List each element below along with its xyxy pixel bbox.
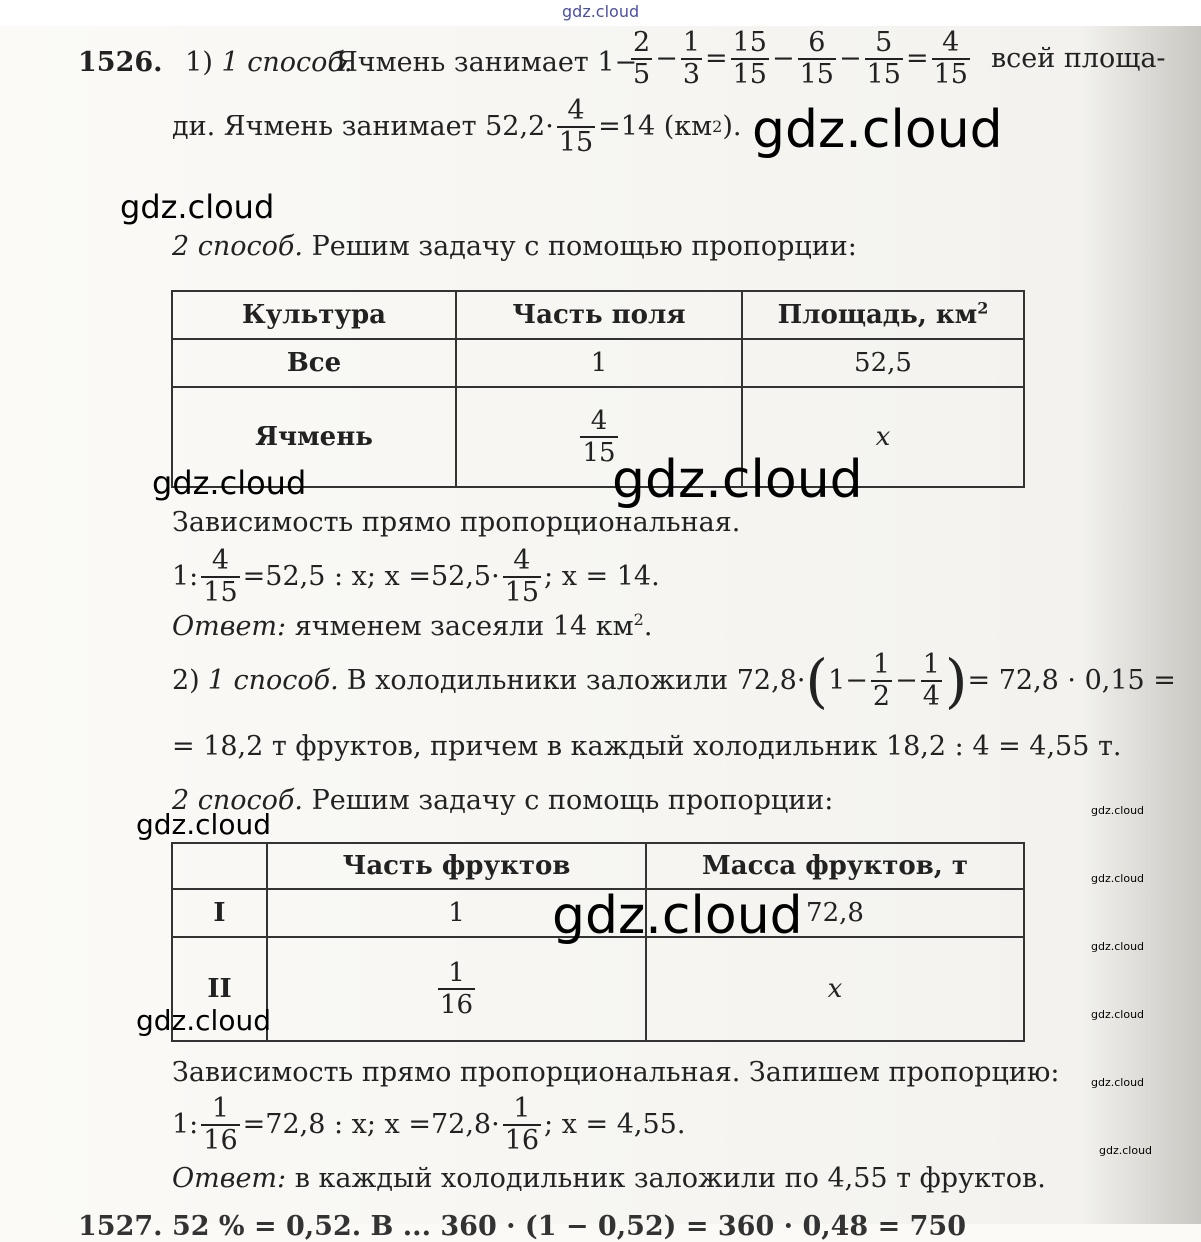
fraction: $\frac{4}{15}$: [558, 95, 594, 158]
method-title: 1 способ.: [221, 47, 353, 78]
fraction: $\frac{1}{4}$: [922, 649, 940, 712]
line-2: ди. Ячмень занимает 52,2· $\frac{4}{15}$ =14 (км 2 ).: [172, 95, 742, 158]
method-2-line: [172, 232, 857, 262]
text-fragment: ди. Ячмень занимает 52,2·: [172, 111, 554, 142]
fraction: $\frac{6}{15}$: [799, 27, 834, 90]
line-1: [78, 48, 352, 78]
table-cell: 52,5: [742, 339, 1024, 387]
table-header-cell: Культура: [172, 291, 456, 339]
superscript: 2: [633, 610, 644, 629]
part-label: 2): [172, 665, 200, 696]
table-header-cell: Масса фруктов, т: [646, 843, 1024, 889]
table-header-cell: Часть фруктов: [267, 843, 646, 889]
text-fragment: =14 (км: [598, 111, 713, 142]
text-fragment: .: [643, 611, 653, 642]
watermark[interactable]: gdz.cloud: [552, 886, 803, 946]
fraction: $\frac{4}{15}$: [933, 27, 968, 90]
text-fragment: ).: [722, 111, 742, 142]
table-cell: $\frac{4}{15}$: [456, 387, 742, 487]
watermark-small[interactable]: gdz.cloud: [1091, 804, 1145, 817]
watermark[interactable]: gdz.cloud: [136, 1004, 271, 1037]
table-cell: $\frac{1}{16}$: [267, 937, 646, 1041]
table-header-row: [172, 291, 1024, 339]
watermark[interactable]: gdz.cloud: [120, 188, 275, 226]
text-fragment: −: [895, 665, 918, 696]
fraction: $\frac{1}{2}$: [872, 649, 891, 712]
next-problem-cut: 1527. 52 % = 0,52. В ... 360 · (1 − 0,52) = 360 · 0,48 = 750: [78, 1211, 966, 1242]
text-fragment: 1:: [172, 1109, 199, 1140]
table-cell: II: [172, 937, 267, 1041]
text-fragment: ячменем засеяли 14 км: [294, 611, 634, 642]
fraction: $\frac{4}{15}$: [504, 545, 540, 608]
fraction-chain: $\frac{2}{5}$ − $\frac{1}{3}$ = $\frac{15}{15}$ − $\frac{6}{15}$ − $\frac{5}{15}$ = $\frac{4}{15}$ всей площа-: [633, 27, 1166, 90]
method-title: 1 способ.: [207, 665, 339, 696]
fraction: $\frac{5}{15}$: [866, 27, 901, 90]
part-2-line-1: [172, 647, 1176, 715]
table-cell: 1: [456, 339, 742, 387]
watermark-small[interactable]: gdz.cloud: [1091, 872, 1145, 885]
table-cell: 72,8: [646, 889, 1024, 937]
table-cell: x: [742, 387, 1024, 487]
table-header-row: [172, 843, 1024, 889]
method-title: 2 способ.: [172, 785, 303, 816]
watermark-top[interactable]: gdz.cloud: [562, 2, 640, 21]
watermark[interactable]: gdz.cloud: [612, 450, 863, 510]
watermark-small[interactable]: gdz.cloud: [1091, 1008, 1145, 1021]
text-fragment: Решим задачу с помощь пропорции:: [311, 785, 834, 816]
watermark[interactable]: gdz.cloud: [752, 100, 1003, 160]
text-fragment: = 72,8 · 0,15 =: [967, 665, 1176, 696]
problem-number: 1526.: [78, 47, 163, 78]
table-cell: Все: [172, 339, 456, 387]
table-header-cell: Площадь, $км^2$: [742, 291, 1024, 339]
text-fragment: 1−: [828, 665, 868, 696]
watermark-small[interactable]: gdz.cloud: [1099, 1144, 1153, 1157]
table-culture: [171, 290, 1025, 488]
table-cell: 1: [267, 889, 646, 937]
part-label: 1): [185, 47, 213, 78]
table-row: [172, 937, 1024, 1041]
proportion-line: [172, 546, 660, 608]
paren: (: [805, 647, 829, 715]
table-header-cell: [172, 843, 267, 889]
table-row: [172, 339, 1024, 387]
fraction: $\frac{15}{15}$: [732, 27, 767, 90]
watermark[interactable]: gdz.cloud: [152, 464, 307, 502]
text-fragment: ; x = 14.: [544, 561, 660, 592]
text-fragment: в каждый холодильник заложили по 4,55 т фруктов.: [294, 1163, 1046, 1194]
paren: ): [944, 647, 968, 715]
answer-line: [172, 1164, 1046, 1194]
part-2-line-2: = 18,2 т фруктов, причем в каждый холодильник 18,2 : 4 = 4,55 т.: [172, 731, 1122, 762]
method-title: 2 способ.: [172, 231, 303, 262]
text-fragment: В холодильники заложили 72,8·: [346, 665, 806, 696]
text-fragment: Решим задачу с помощью пропорции:: [311, 231, 857, 262]
text-fragment: Ячмень занимает 1−: [336, 47, 638, 78]
fraction: $\frac{4}{15}$: [203, 545, 238, 608]
table-cell: I: [172, 889, 267, 937]
fraction: $\frac{1}{3}$: [682, 27, 700, 90]
answer-line: [172, 612, 652, 642]
watermark-small[interactable]: gdz.cloud: [1091, 940, 1145, 953]
text-fragment: ; x = 4,55.: [544, 1109, 686, 1140]
method-2-line: [172, 786, 833, 816]
fraction: $\frac{1}{16}$: [203, 1093, 238, 1156]
answer-label: Ответ:: [172, 1163, 287, 1194]
watermark[interactable]: gdz.cloud: [136, 808, 271, 841]
dependency-text: Зависимость прямо пропорциональная. Запишем пропорцию:: [172, 1057, 1060, 1088]
proportion-line: [172, 1094, 685, 1156]
fraction: $\frac{1}{16}$: [504, 1093, 540, 1156]
table-cell: x: [646, 937, 1024, 1041]
fraction: $\frac{2}{5}$: [633, 27, 651, 90]
table-cell: Ячмень: [172, 387, 456, 487]
text-fragment: всей площа-: [990, 43, 1166, 74]
dependency-text: Зависимость прямо пропорциональная.: [172, 507, 741, 538]
text-fragment: 1:: [172, 561, 199, 592]
table-header-cell: Часть поля: [456, 291, 742, 339]
answer-label: Ответ:: [172, 611, 287, 642]
text-fragment: =52,5 : x; x =52,5·: [242, 561, 500, 592]
line-1-text: [336, 48, 637, 78]
watermark-small[interactable]: gdz.cloud: [1091, 1076, 1145, 1089]
text-fragment: =72,8 : x; x =72,8·: [242, 1109, 500, 1140]
